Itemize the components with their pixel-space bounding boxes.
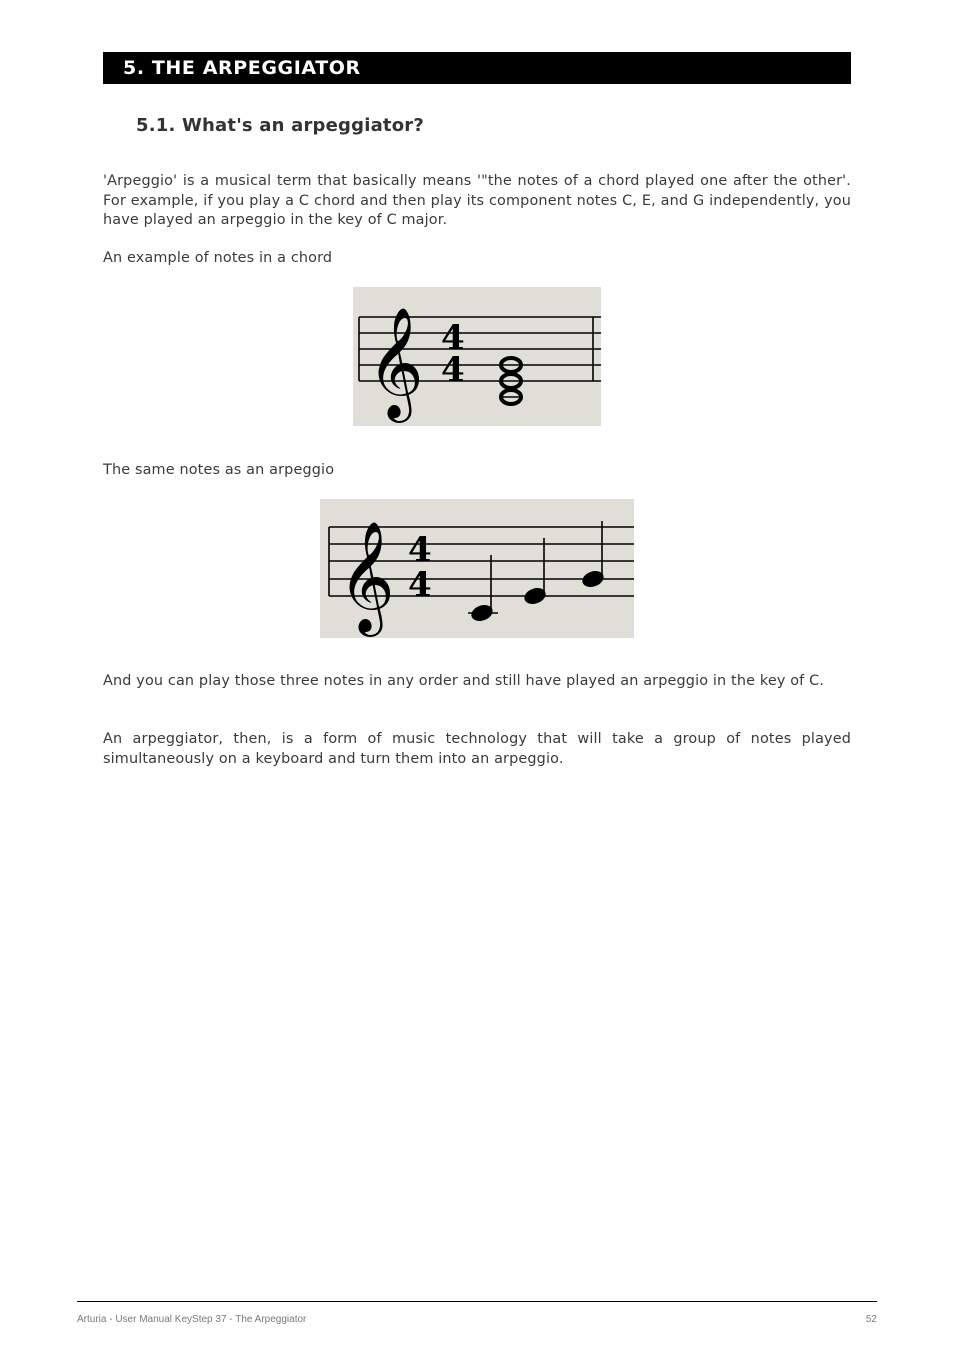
chapter-header-bar bbox=[103, 52, 851, 84]
time-signature-top: 4 bbox=[408, 530, 432, 570]
chord-staff bbox=[353, 287, 601, 426]
section-title: 5.1. What's an arpeggiator? bbox=[136, 115, 425, 136]
arpeggio-staff bbox=[320, 499, 634, 638]
treble-clef-icon: 𝄞 bbox=[338, 520, 395, 632]
arpeggio-caption: The same notes as an arpeggio bbox=[103, 462, 335, 478]
chord-caption: An example of notes in a chord bbox=[103, 250, 333, 266]
note-g bbox=[580, 521, 606, 590]
chord-notation-figure bbox=[353, 287, 601, 426]
footer-document-title: Arturia - User Manual KeyStep 37 - The Arpeggiator bbox=[77, 1314, 307, 1325]
time-signature-bottom: 4 bbox=[441, 350, 465, 390]
arpeggio-notes bbox=[468, 521, 606, 624]
intro-paragraph: 'Arpeggio' is a musical term that basically means '"the notes of a chord played one after the other'. For example, if you play a C chord and then play its component notes C, E, and G independently, you have played an arpeggio in the key of C major. bbox=[103, 173, 851, 228]
order-paragraph: And you can play those three notes in any order and still have played an arpeggio in the key of C. bbox=[103, 673, 825, 689]
footer-divider bbox=[77, 1301, 877, 1302]
note-c bbox=[468, 555, 498, 624]
time-signature-bottom: 4 bbox=[408, 565, 432, 605]
definition-paragraph: An arpeggiator, then, is a form of music technology that will take a group of notes played simultaneously on a keyboard and turn them into an arpeggio. bbox=[103, 731, 851, 767]
treble-clef-icon: 𝄞 bbox=[367, 306, 424, 418]
note-e bbox=[522, 538, 548, 607]
chapter-title: 5. THE ARPEGGIATOR bbox=[123, 57, 361, 79]
arpeggio-notation-figure bbox=[320, 499, 634, 638]
time-signature-top: 4 bbox=[441, 318, 465, 358]
page-number: 52 bbox=[865, 1314, 877, 1325]
